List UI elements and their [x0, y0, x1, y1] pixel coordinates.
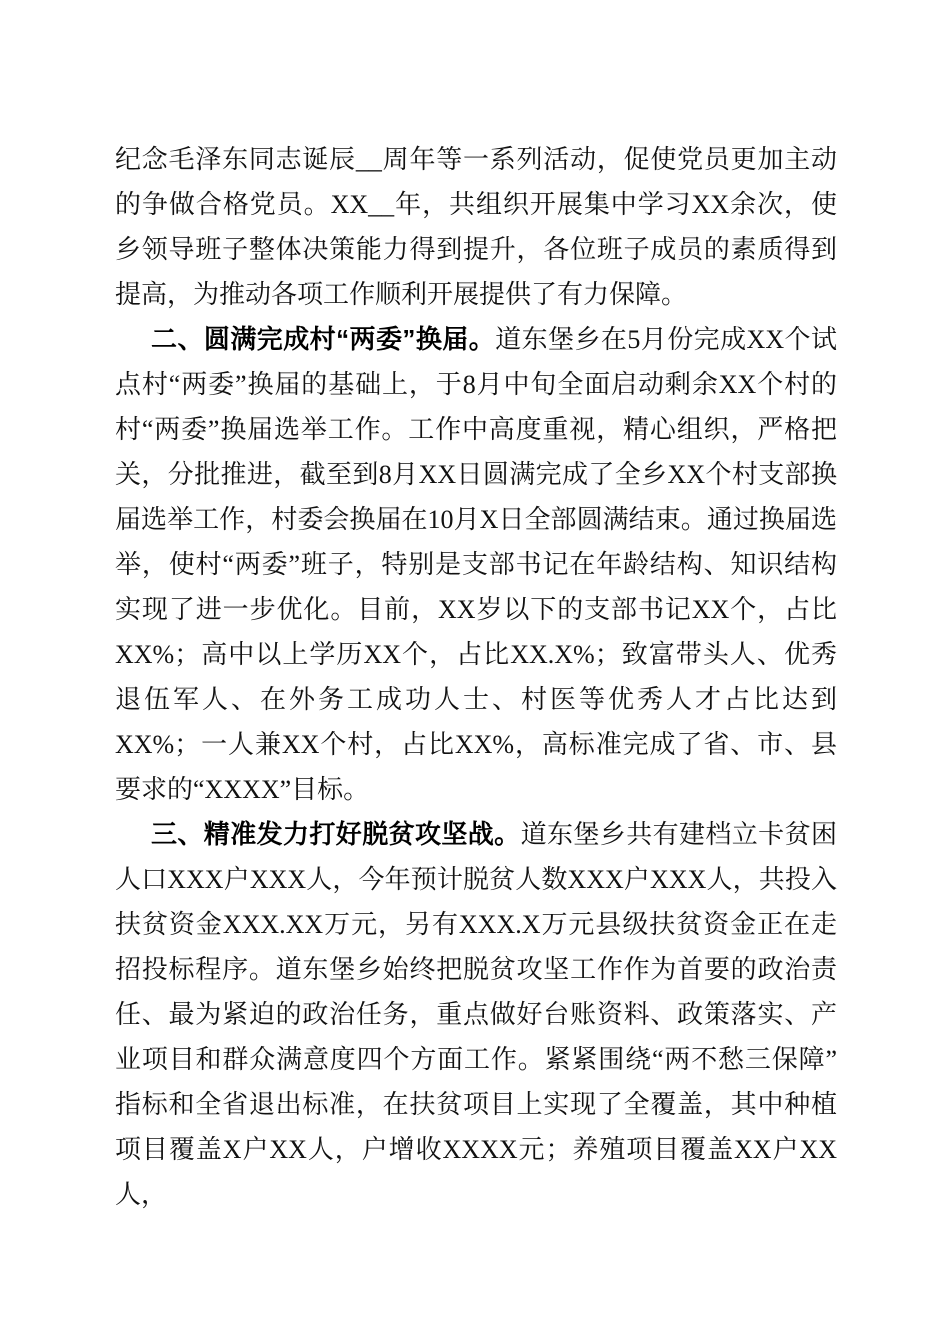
paragraph-section-three — [115, 812, 837, 1217]
paragraph-section-two — [115, 317, 837, 812]
section-heading-three: 三、精准发力打好脱贫攻坚战。 — [151, 819, 521, 849]
document-text-block — [115, 137, 837, 1217]
section-heading-two: 二、圆满完成村“两委”换届。 — [151, 324, 496, 354]
paragraph-text: 纪念毛泽东同志诞辰__周年等一系列活动，促使党员更加主动的争做合格党员。XX__年，共组织开展集中学习XX余次，使乡领导班子整体决策能力得到提升，各位班子成员的素质得到提高，为推动各项工作顺利开展提供了有力保障。 — [115, 145, 837, 309]
paragraph-text: 道东堡乡在5月份完成XX个试点村“两委”换届的基础上，于8月中旬全面启动剩余XX个村的村“两委”换届选举工作。工作中高度重视，精心组织，严格把关，分批推进，截至到8月XX日圆满完成了全乡XX个村支部换届选举工作，村委会换届在10月X日全部圆满结束。通过换届选举，使村“两委”班子，特别是支部书记在年龄结构、知识结构实现了进一步优化。目前，XX岁以下的支部书记XX个，占比XX%；高中以上学历XX个，占比XX.X%；致富带头人、优秀退伍军人、在外务工成功人士、村医等优秀人才占比达到XX%；一人兼XX个村，占比XX%，高标准完成了省、市、县要求的“XXXX”目标。 — [115, 325, 837, 804]
paragraph-text: 道东堡乡共有建档立卡贫困人口XXX户XXX人，今年预计脱贫人数XXX户XXX人，共投入扶贫资金XXX.XX万元，另有XXX.X万元县级扶贫资金正在走招投标程序。道东堡乡始终把脱贫攻坚工作作为首要的政治责任、最为紧迫的政治任务，重点做好台账资料、政策落实、产业项目和群众满意度四个方面工作。紧紧围绕“两不愁三保障”指标和全省退出标准，在扶贫项目上实现了全覆盖，其中种植项目覆盖X户XX人，户增收XXXX元；养殖项目覆盖XX户XX人， — [115, 820, 837, 1209]
paragraph-continuation — [115, 137, 837, 317]
